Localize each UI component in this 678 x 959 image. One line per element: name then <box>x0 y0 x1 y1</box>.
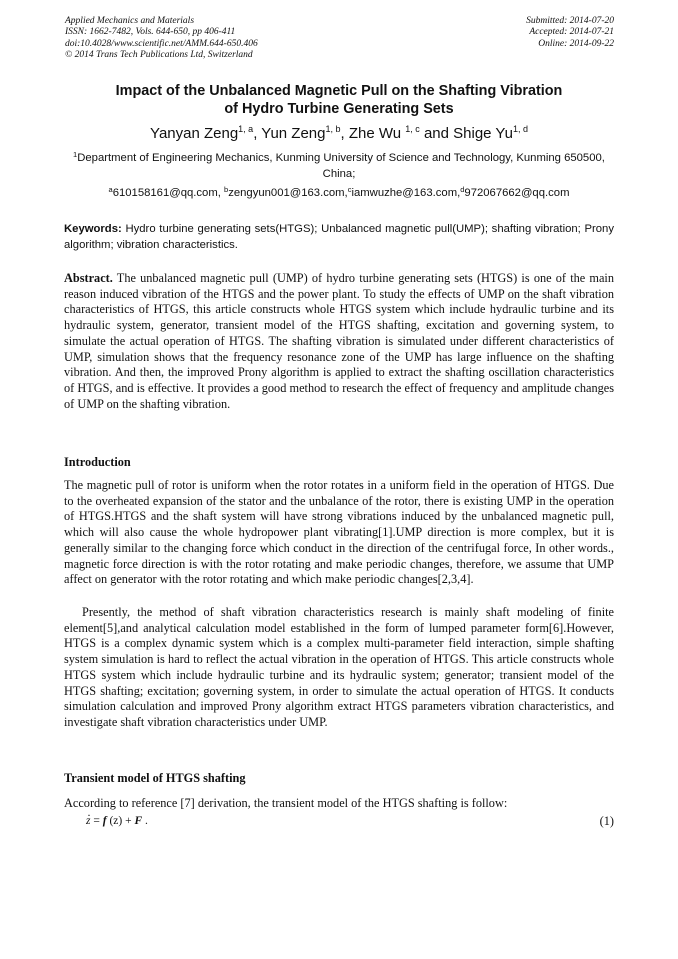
author-name: Yun Zeng <box>261 125 326 142</box>
equation-argument: (z) + <box>106 815 135 827</box>
equation-number: (1) <box>599 814 614 828</box>
equation-equals: = <box>90 815 103 827</box>
abstract <box>64 271 614 412</box>
email-mark: a <box>108 185 113 194</box>
copyright: © 2014 Trans Tech Publications Ltd, Switzerland <box>65 50 253 61</box>
email-address[interactable]: 972067662@qq.com <box>464 187 570 199</box>
equation-function: f <box>102 815 107 827</box>
equation-lhs: z · <box>86 815 90 827</box>
author-affiliation-mark: 1, c <box>405 124 420 134</box>
equation-formula <box>86 813 148 829</box>
author-affiliation-mark: 1, a <box>238 124 254 134</box>
abstract-label: Abstract. <box>64 271 113 285</box>
author-emails <box>64 186 614 201</box>
author-name: Yanyan Zeng <box>150 125 239 142</box>
email-address[interactable]: 610158161@qq.com, <box>112 187 225 199</box>
introduction-paragraph-1: The magnetic pull of rotor is uniform when the rotor rotates in a uniform field in the operation of HTGS. Due to the overheated expansion of the stator and the unbalance of the rotor, there is existing UMP in the operation of HTGS.HTGS and the shaft system will have strong vibrations induced by the unbalanced magnetic pull, which will also cause the whole hydropower plant vibrating[1].UMP direction is more complex, but it is generally similar to the changing force which conduct in the direction of the centrifugal force, In other words., magnetic force direction is with the rotor rotating and make periodic changes, therefore, we assume that UMP affect on generator with the rotor rotating and which make periodic changes[2,3,4]. <box>64 478 614 587</box>
section-heading-introduction: Introduction <box>64 455 131 469</box>
online-date: Online: 2014-09-22 <box>538 38 614 49</box>
title-line-2: of Hydro Turbine Generating Sets <box>224 101 454 117</box>
issn: ISSN: 1662-7482, Vols. 644-650, pp 406-411 <box>65 27 236 38</box>
email-address[interactable]: iamwuzhe@163.com, <box>351 187 461 199</box>
publication-dates <box>374 16 614 50</box>
affiliation-text: Department of Engineering Mechanics, Kunming University of Science and Technology, Kunming 650500, China; <box>77 152 605 180</box>
author-separator: , <box>340 125 349 142</box>
author-affiliation-mark: 1, b <box>325 124 341 134</box>
equation-end: . <box>142 815 148 827</box>
author-list <box>64 124 614 144</box>
affiliation <box>64 151 614 182</box>
author-name: Zhe Wu <box>348 125 406 142</box>
submitted-date: Submitted: 2014-07-20 <box>526 16 614 26</box>
abstract-text: The unbalanced magnetic pull (UMP) of hydro turbine generating sets (HTGS) is one of the main reason induced vibration of the HTGS and the power plant. To study the effects of UMP on the shaft vibration characteristics of HTGS, this article constructs whole HTGS system which include hydraulic turbine and its hydraulic system, generator, transient model of the HTGS shafting, excitation and governing system, to simulate the actual operation of HTGS. The shafting vibration is simulated under different characteristics of UMP, simulation shows that the frequency resonance zone of the UMP has large influence on the shafting vibration. And then, the improved Prony algorithm is applied to extract the shafting oscillation characteristics of HTGS, and is effective. It provides a good method to research the effect of frequency and amplitude changes of UMP on the shafting vibration. <box>64 271 614 411</box>
email-mark: b <box>224 185 229 194</box>
author-name: Shige Yu <box>453 125 513 142</box>
accepted-date: Accepted: 2014-07-21 <box>529 27 614 38</box>
section-heading-transient-model: Transient model of HTGS shafting <box>64 771 246 785</box>
email-mark: c <box>347 185 352 194</box>
publication-info <box>65 16 385 62</box>
paper-title <box>64 82 614 118</box>
doi-link[interactable]: doi:10.4028/www.scientific.net/AMM.644-650.406 <box>65 38 258 49</box>
email-address[interactable]: zengyun001@163.com, <box>228 187 348 199</box>
email-mark: d <box>460 185 465 194</box>
affiliation-mark: 1 <box>73 150 78 159</box>
author-separator: , <box>253 125 262 142</box>
journal-name: Applied Mechanics and Materials <box>65 16 195 26</box>
author-separator: and <box>419 125 454 142</box>
equation-force: F <box>134 815 143 827</box>
title-line-1: Impact of the Unbalanced Magnetic Pull on the Shafting Vibration <box>115 83 563 99</box>
keywords <box>64 222 614 253</box>
equation-1 <box>86 813 614 829</box>
keywords-label: Keywords: <box>64 223 122 235</box>
keywords-text: Hydro turbine generating sets(HTGS); Unbalanced magnetic pull(UMP); shafting vibration; Prony algorithm; vibration characteristics. <box>64 223 614 251</box>
author-affiliation-mark: 1, d <box>512 124 528 134</box>
introduction-paragraph-2: Presently, the method of shaft vibration characteristics research is mainly shaft modeling of finite element[5],and analytical calculation model established in the form of lumped parameter form[6].However, HTGS is a complex dynamic system which is a complex multi-parameter field interaction, simple shafting system simulation is hard to reflect the actual vibration in the operation of HTGS. This article constructs whole HTGS system which include hydraulic turbine and its hydraulic system; generator; transient model of the HTGS shafting; excitation; governing system, in order to simulate the actual operation of HTGS. It conducts simulation calculation and improved Prony algorithm extract HTGS parameters vibration characteristics, and investigate shaft vibration characteristics under UMP. <box>64 605 614 729</box>
transient-paragraph: According to reference [7] derivation, the transient model of the HTGS shafting is follow: <box>64 796 508 810</box>
